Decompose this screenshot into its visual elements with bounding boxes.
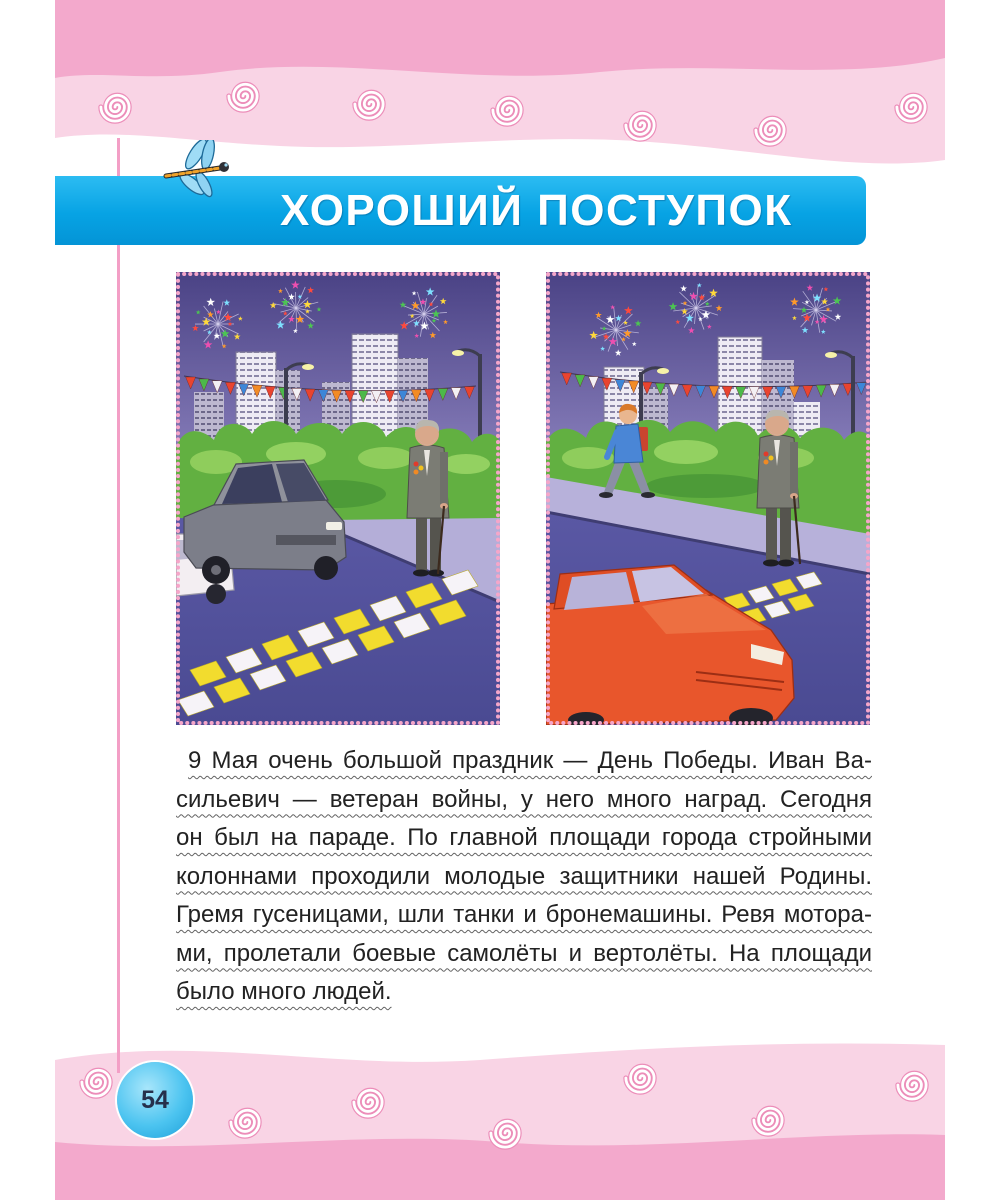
- story-line: сильевич — ветеран войны, у него много наград. Сегодня: [176, 785, 872, 813]
- illustration-right: [546, 272, 870, 725]
- story-text: [176, 742, 872, 1012]
- firework-ray: [295, 292, 296, 308]
- top-decorative-band: [0, 0, 1000, 175]
- page-number-badge: [117, 1062, 193, 1138]
- story-line: 9 Мая очень большой праздник — День Победы. Иван Ва-: [188, 747, 872, 774]
- story-line: было много людей.: [176, 978, 392, 1005]
- dragonfly-icon: [158, 140, 238, 202]
- page-title: ХОРОШИЙ ПОСТУПОК: [280, 186, 793, 235]
- margin-line: [117, 138, 120, 1073]
- story-line: ми, пролетали боевые самолёты и вертолёты. На площади: [176, 939, 872, 967]
- page-number: 54: [141, 1086, 169, 1114]
- story-line: колоннами проходили молодые защитники нашей Родины.: [176, 862, 872, 890]
- story-line: Гремя гусеницами, шли танки и бронемашины. Ревя мотора-: [176, 901, 872, 928]
- illustration-left: [176, 272, 500, 725]
- story-line: он был на параде. По главной площади города стройными: [176, 824, 872, 851]
